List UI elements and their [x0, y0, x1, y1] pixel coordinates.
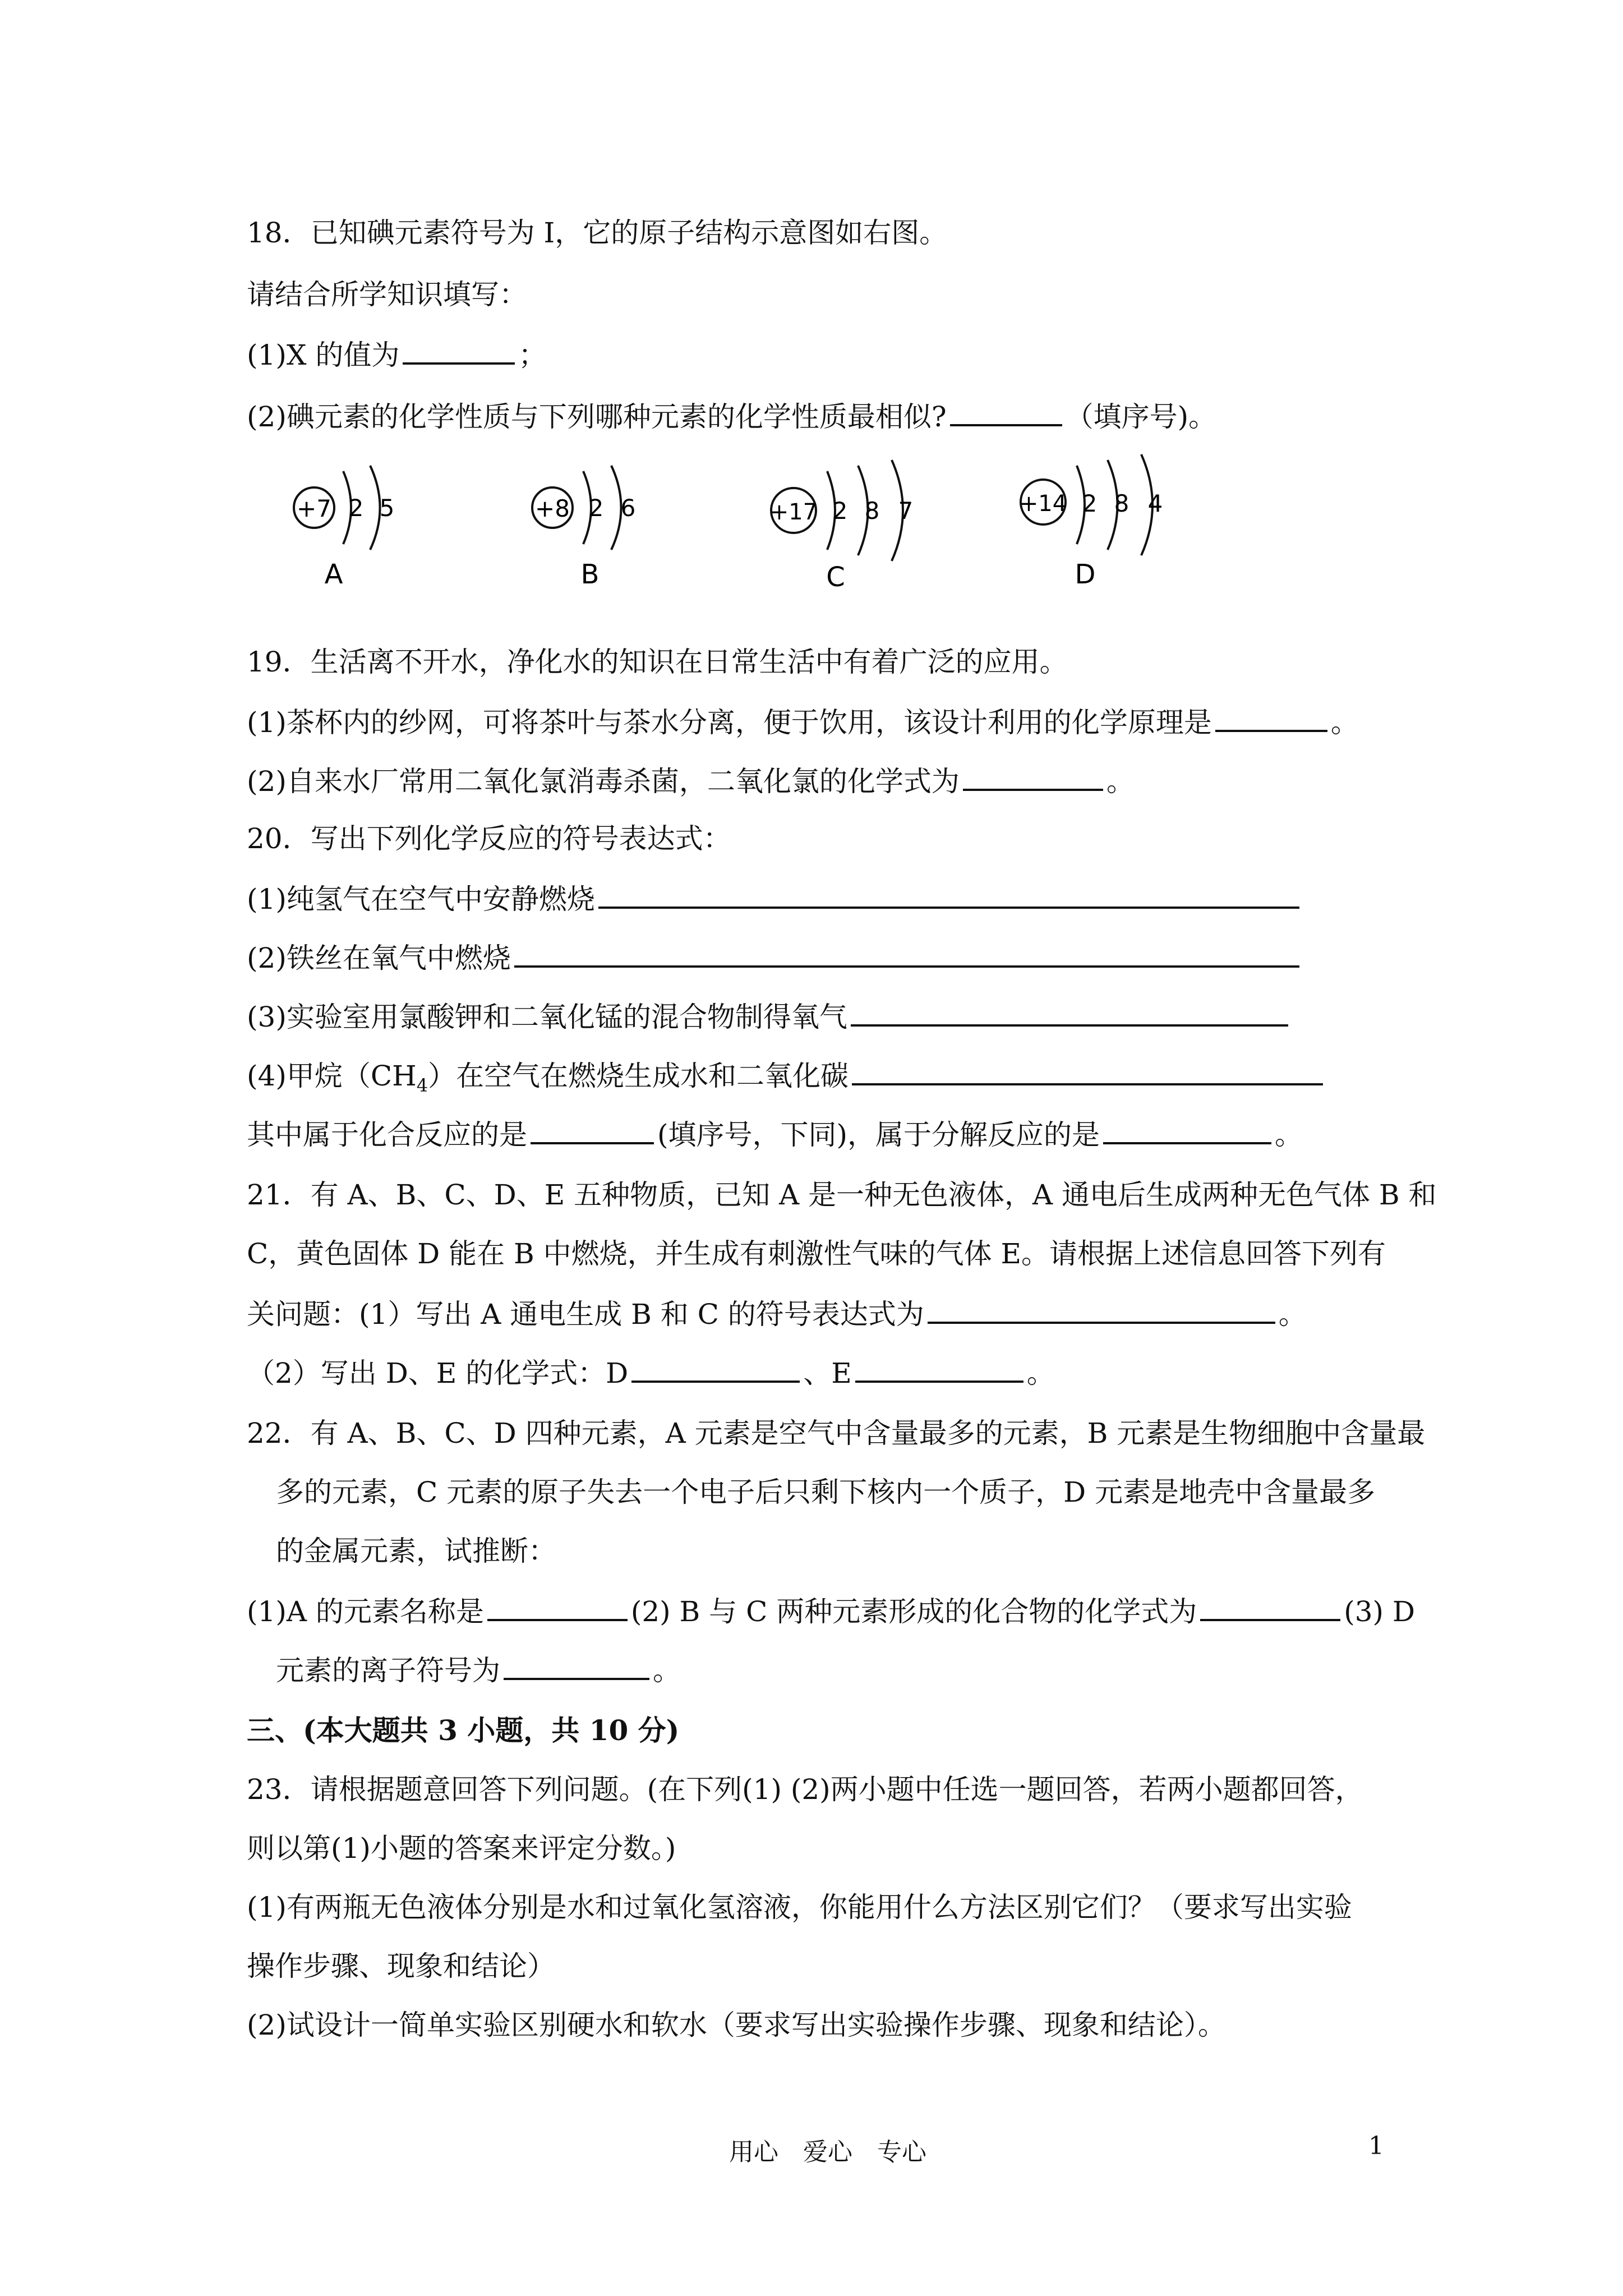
q21-line4: （2）写出 D、E 的化学式：D 、E 。 — [247, 1355, 1055, 1390]
atom-a-label: A — [324, 559, 343, 590]
atom-diagram-b — [532, 466, 635, 590]
atom-c-nucleus: +17 — [769, 499, 818, 525]
answer-blank[interactable] — [487, 1593, 628, 1621]
q19-part1: (1)茶杯内的纱网，可将茶叶与茶水分离，便于饮用，该设计利用的化学原理是 。 — [247, 704, 1359, 739]
atom-a-nucleus: +7 — [297, 495, 331, 522]
atom-c-shell-3: 7 — [898, 497, 914, 524]
q22-line2: 多的元素，C 元素的原子失去一个电子后只剩下核内一个质子，D 元素是地壳中含量最多 — [276, 1476, 1376, 1508]
atom-diagram-d — [1020, 454, 1163, 590]
section-heading: 三、(本大题共 3 小题，共 10 分) — [247, 1714, 680, 1747]
answer-blank[interactable] — [928, 1296, 1275, 1324]
q20-summary: 其中属于化合反应的是 (填序号，下同)，属于分解反应的是 。 — [247, 1116, 1303, 1152]
answer-blank[interactable] — [963, 763, 1103, 791]
atom-d-label: D — [1075, 559, 1096, 590]
q22-line3: 的金属元素，试推断： — [276, 1535, 556, 1567]
q20-part4: (4)甲烷$(CH_4)$在空气在燃烧生成水和二氧化碳 — [247, 1057, 1326, 1102]
answer-blank[interactable] — [631, 1355, 800, 1383]
atom-c-shell-2: 8 — [864, 497, 880, 524]
answer-blank[interactable] — [1200, 1593, 1340, 1621]
q19-stem: 19．生活离不开水，净化水的知识在日常生活中有着广泛的应用。 — [247, 646, 1068, 678]
q23-line1: 23．请根据题意回答下列问题。(在下列(1) (2)两小题中任选一题回答，若两小题都回答， — [247, 1773, 1363, 1806]
atom-b-nucleus: +8 — [535, 495, 570, 522]
atom-d-shell-3: 4 — [1147, 490, 1163, 517]
answer-blank[interactable] — [514, 940, 1299, 968]
atom-c-label: C — [826, 562, 845, 593]
answer-blank[interactable] — [598, 881, 1299, 909]
atom-b-label: B — [580, 559, 600, 590]
q23-line4: 操作步骤、现象和结论） — [247, 1950, 555, 1982]
q20-part3: (3)实验室用氯酸钾和二氧化锰的混合物制得氧气 — [247, 999, 1292, 1034]
q21-line1: 21．有 A、B、C、D、E 五种物质，已知 A 是一种无色液体，A 通电后生成两种无色气体 B 和 — [247, 1179, 1437, 1211]
atom-a-shell-2: 5 — [379, 494, 395, 522]
q22-line5: 元素的离子符号为 。 — [276, 1652, 681, 1687]
q22-line4: (1)A 的元素名称是 (2) B 与 C 两种元素形成的化合物的化学式为 (3) D — [247, 1593, 1415, 1628]
q20-part2: (2)铁丝在氧气中燃烧 — [247, 940, 1303, 975]
answer-blank[interactable] — [531, 1116, 654, 1144]
q20-part1: (1)纯氢气在空气中安静燃烧 — [247, 881, 1303, 916]
answer-blank[interactable] — [1215, 704, 1327, 732]
atom-a-shell-1: 2 — [348, 494, 364, 522]
atom-b-shell-1: 2 — [588, 494, 604, 522]
answer-blank[interactable] — [855, 1355, 1023, 1383]
atom-d-shell-1: 2 — [1082, 490, 1098, 517]
q23-line2: 则以第(1)小题的答案来评定分数。) — [247, 1832, 676, 1865]
q18-stem: 18．已知碘元素符号为 I，它的原子结构示意图如右图。 — [247, 217, 948, 249]
answer-blank[interactable] — [852, 1057, 1323, 1085]
answer-blank[interactable] — [950, 398, 1062, 426]
q23-line5: (2)试设计一简单实验区别硬水和软水（要求写出实验操作步骤、现象和结论）。 — [247, 2009, 1226, 2041]
answer-blank[interactable] — [851, 999, 1288, 1027]
q18-prompt: 请结合所学知识填写： — [247, 278, 527, 311]
q20-stem: 20．写出下列化学反应的符号表达式： — [247, 822, 731, 855]
q22-line1: 22．有 A、B、C、D 四种元素，A 元素是空气中含量最多的元素，B 元素是生物细胞中含量最 — [247, 1417, 1426, 1450]
q21-line2: C，黄色固体 D 能在 B 中燃烧，并生成有刺激性气味的气体 E。请根据上述信息回答下列有 — [247, 1237, 1386, 1270]
atom-d-shell-2: 8 — [1114, 490, 1129, 517]
q18-part1: (1)X 的值为 ； — [247, 337, 546, 372]
answer-blank[interactable] — [504, 1652, 649, 1680]
page-number: 1 — [1368, 2132, 1384, 2160]
footer-motto: 用心 爱心 专心 — [729, 2138, 926, 2166]
atom-d-nucleus: +14 — [1019, 491, 1067, 517]
q21-line3: 关问题：(1）写出 A 通电生成 B 和 C 的符号表达式为 。 — [247, 1296, 1307, 1331]
q19-part2: (2)自来水厂常用二氧化氯消毒杀菌，二氧化氯的化学式为 。 — [247, 763, 1135, 798]
q23-line3: (1)有两瓶无色液体分别是水和过氧化氢溶液，你能用什么方法区别它们？（要求写出实验 — [247, 1891, 1352, 1924]
answer-blank[interactable] — [1103, 1116, 1271, 1144]
atom-diagram-c — [770, 460, 914, 593]
atom-diagram-a — [294, 466, 394, 590]
atom-b-shell-2: 6 — [620, 494, 636, 522]
q18-part2: (2)碘元素的化学性质与下列哪种元素的化学性质最相似? （填序号)。 — [247, 398, 1216, 434]
atom-c-shell-1: 2 — [832, 497, 848, 524]
atom-structure-diagrams — [280, 449, 1211, 595]
answer-blank[interactable] — [403, 337, 515, 365]
